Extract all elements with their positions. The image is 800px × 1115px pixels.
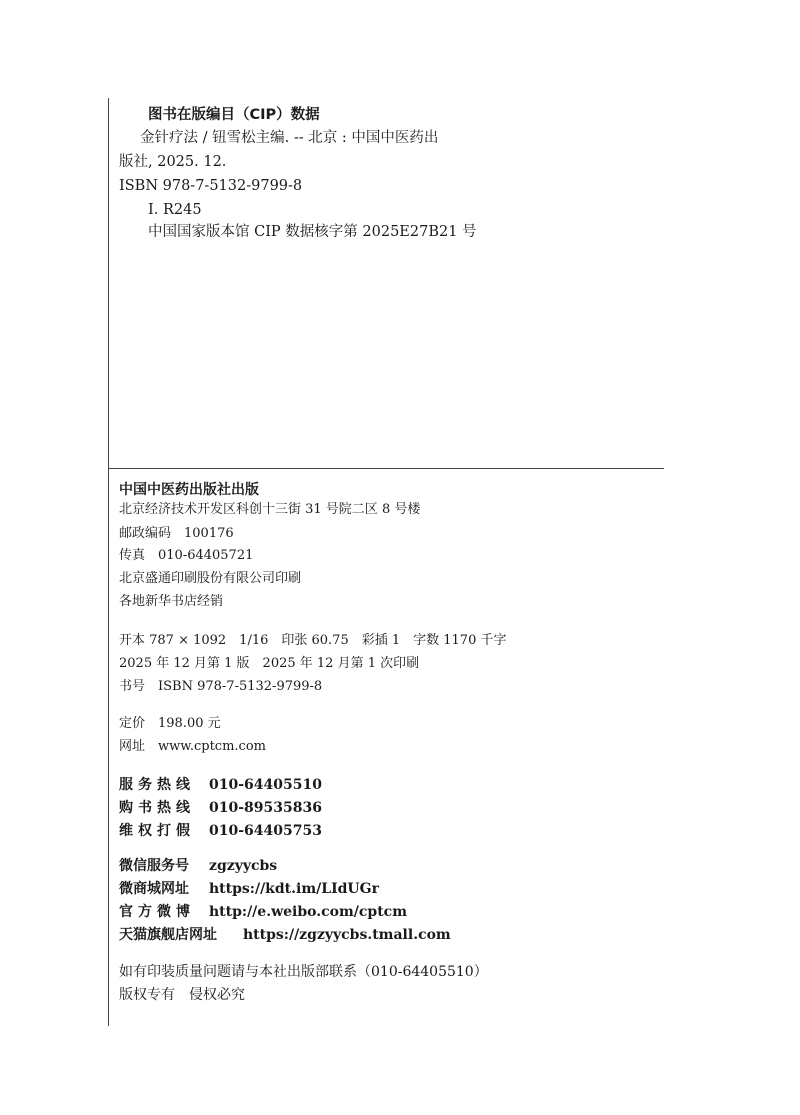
fax: 传真 010-64405721 [119,548,254,563]
cip-line-isbn: ISBN 978-7-5132-9799-8 [119,178,303,194]
price: 定价 198.00 元 [119,716,221,731]
cip-line-publisher: 版社, 2025. 12. [119,154,227,170]
channel-label: 官方微博 [119,904,195,920]
channel-label: 微信服务号 [119,858,189,874]
cip-line-classification: Ⅰ. R245 [148,202,202,218]
book-number: 书号 ISBN 978-7-5132-9799-8 [119,679,323,694]
hotline-row [119,824,322,838]
printer: 北京盛通印刷股份有限公司印刷 [119,571,302,586]
website: 网址 www.cptcm.com [119,739,266,754]
hotline-label: 购书热线 [119,800,195,816]
quality-notice: 如有印装质量问题请与本社出版部联系（010-64405510） [119,964,488,980]
channel-value: http://e.weibo.com/cptcm [209,904,408,920]
hotline-row [119,801,322,815]
hotline-label: 服务热线 [119,777,195,793]
channel-value: zgzyycbs [209,858,278,874]
publisher-address: 北京经济技术开发区科创十三街 31 号院二区 8 号楼 [119,502,421,517]
hotline-number: 010-64405510 [209,777,322,793]
cip-heading: 图书在版编目（CIP）数据 [148,107,320,123]
edition-info: 2025 年 12 月第 1 版 2025 年 12 月第 1 次印刷 [119,656,420,671]
hotline-row [119,778,322,792]
book-format: 开本 787 × 1092 1/16 印张 60.75 彩插 1 字数 1170 千字 [119,633,507,648]
hotline-label: 维权打假 [119,823,195,839]
hotline-number: 010-89535836 [209,800,322,816]
online-channel-row [119,905,407,919]
channel-value: https://kdt.im/LIdUGr [209,881,379,897]
copyright-notice: 版权专有 侵权必究 [119,987,245,1003]
publisher-name: 中国中医药出版社出版 [119,482,259,498]
cip-line-title: 金针疗法 / 钮雪松主编. -- 北京 : 中国中医药出 [140,130,439,146]
section-divider [108,468,664,469]
channel-label: 微商城网址 [119,881,189,897]
postcode: 邮政编码 100176 [119,526,234,541]
hotline-number: 010-64405753 [209,823,322,839]
channel-label: 天猫旗舰店网址 [119,927,217,943]
online-channel-row [119,859,277,873]
cip-line-record-number: 中国国家版本馆 CIP 数据核字第 2025E27B21 号 [148,224,477,240]
distributor: 各地新华书店经销 [119,594,224,609]
online-channel-row [119,882,379,896]
left-vertical-rule [108,98,109,1026]
channel-value: https://zgzyycbs.tmall.com [243,927,451,943]
online-channel-row [119,928,451,942]
